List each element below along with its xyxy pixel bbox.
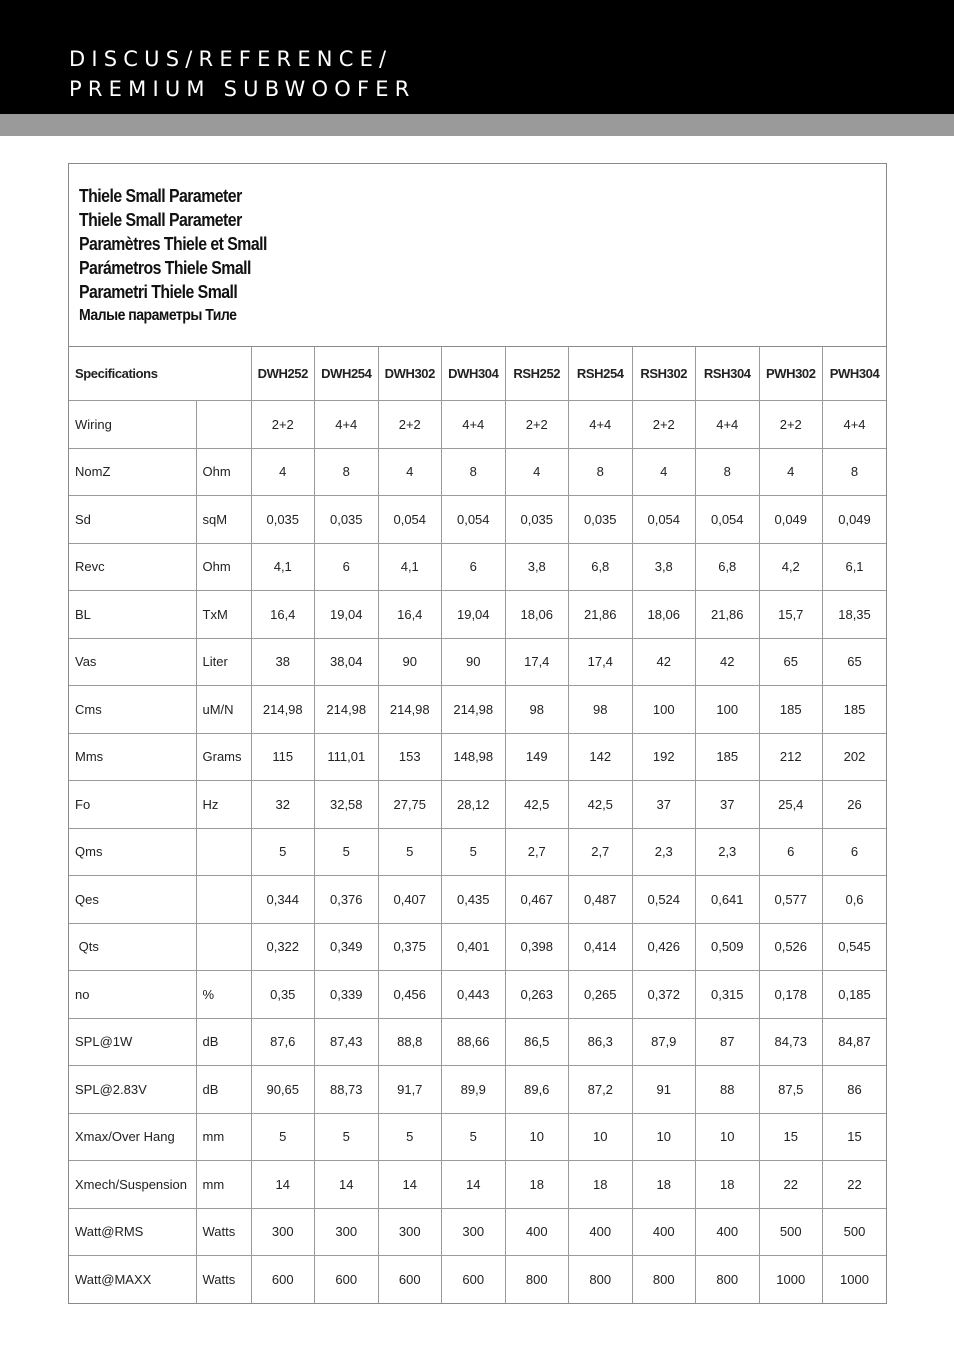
value-cell: 3,8 bbox=[505, 543, 569, 591]
value-cell: 0,054 bbox=[442, 496, 506, 544]
param-name: SPL@1W bbox=[69, 1018, 196, 1066]
value-cell: 8 bbox=[442, 448, 506, 496]
heading-line-en: Thiele Small Parameter bbox=[79, 186, 242, 206]
value-cell: 6 bbox=[759, 828, 823, 876]
value-cell: 91,7 bbox=[378, 1066, 442, 1114]
value-cell: 600 bbox=[251, 1256, 315, 1303]
param-name: Watt@MAXX bbox=[69, 1256, 196, 1303]
value-cell: 300 bbox=[378, 1208, 442, 1256]
value-cell: 14 bbox=[315, 1161, 379, 1209]
value-cell: 0,054 bbox=[378, 496, 442, 544]
value-cell: 192 bbox=[632, 733, 696, 781]
header-bar bbox=[0, 0, 954, 114]
value-cell: 0,049 bbox=[759, 496, 823, 544]
value-cell: 5 bbox=[315, 1113, 379, 1161]
page-title-line-2: PREMIUM SUBWOOFER bbox=[69, 77, 416, 101]
param-name: NomZ bbox=[69, 448, 196, 496]
value-cell: 18 bbox=[696, 1161, 760, 1209]
model-header: DWH304 bbox=[442, 347, 506, 401]
value-cell: 0,315 bbox=[696, 971, 760, 1019]
value-cell: 214,98 bbox=[315, 686, 379, 734]
table-row bbox=[69, 496, 886, 544]
value-cell: 600 bbox=[315, 1256, 379, 1303]
value-cell: 86,5 bbox=[505, 1018, 569, 1066]
value-cell: 0,263 bbox=[505, 971, 569, 1019]
value-cell: 87,9 bbox=[632, 1018, 696, 1066]
value-cell: 5 bbox=[442, 828, 506, 876]
value-cell: 88 bbox=[696, 1066, 760, 1114]
value-cell: 2,3 bbox=[696, 828, 760, 876]
value-cell: 100 bbox=[696, 686, 760, 734]
value-cell: 0,054 bbox=[696, 496, 760, 544]
value-cell: 4,1 bbox=[378, 543, 442, 591]
value-cell: 5 bbox=[378, 1113, 442, 1161]
value-cell: 0,407 bbox=[378, 876, 442, 924]
value-cell: 22 bbox=[823, 1161, 887, 1209]
table-row bbox=[69, 828, 886, 876]
value-cell: 14 bbox=[442, 1161, 506, 1209]
value-cell: 42 bbox=[696, 638, 760, 686]
table-row bbox=[69, 401, 886, 449]
spec-table-body bbox=[69, 347, 886, 1303]
value-cell: 4+4 bbox=[569, 401, 633, 449]
value-cell: 26 bbox=[823, 781, 887, 829]
value-cell: 0,524 bbox=[632, 876, 696, 924]
model-header: RSH304 bbox=[696, 347, 760, 401]
value-cell: 185 bbox=[696, 733, 760, 781]
value-cell: 19,04 bbox=[442, 591, 506, 639]
value-cell: 10 bbox=[696, 1113, 760, 1161]
param-unit: sqM bbox=[196, 496, 251, 544]
value-cell: 600 bbox=[378, 1256, 442, 1303]
value-cell: 0,526 bbox=[759, 923, 823, 971]
value-cell: 0,641 bbox=[696, 876, 760, 924]
param-unit bbox=[196, 401, 251, 449]
param-name: Cms bbox=[69, 686, 196, 734]
model-header: DWH252 bbox=[251, 347, 315, 401]
value-cell: 5 bbox=[378, 828, 442, 876]
value-cell: 5 bbox=[251, 1113, 315, 1161]
table-row bbox=[69, 876, 886, 924]
value-cell: 0,035 bbox=[315, 496, 379, 544]
value-cell: 153 bbox=[378, 733, 442, 781]
value-cell: 15 bbox=[823, 1113, 887, 1161]
value-cell: 22 bbox=[759, 1161, 823, 1209]
value-cell: 89,9 bbox=[442, 1066, 506, 1114]
value-cell: 10 bbox=[569, 1113, 633, 1161]
value-cell: 0,372 bbox=[632, 971, 696, 1019]
value-cell: 90,65 bbox=[251, 1066, 315, 1114]
value-cell: 2,7 bbox=[569, 828, 633, 876]
table-row bbox=[69, 923, 886, 971]
spec-table bbox=[69, 346, 886, 1303]
value-cell: 5 bbox=[315, 828, 379, 876]
value-cell: 2+2 bbox=[759, 401, 823, 449]
table-row bbox=[69, 733, 886, 781]
spec-label: Specifications bbox=[69, 347, 251, 401]
value-cell: 17,4 bbox=[569, 638, 633, 686]
param-name: Revc bbox=[69, 543, 196, 591]
value-cell: 65 bbox=[759, 638, 823, 686]
value-cell: 16,4 bbox=[378, 591, 442, 639]
table-row bbox=[69, 686, 886, 734]
value-cell: 202 bbox=[823, 733, 887, 781]
value-cell: 15,7 bbox=[759, 591, 823, 639]
param-unit bbox=[196, 828, 251, 876]
param-name: Wiring bbox=[69, 401, 196, 449]
parameter-table-frame bbox=[68, 163, 887, 1304]
param-name: Sd bbox=[69, 496, 196, 544]
value-cell: 0,349 bbox=[315, 923, 379, 971]
value-cell: 148,98 bbox=[442, 733, 506, 781]
table-row bbox=[69, 448, 886, 496]
param-unit: Grams bbox=[196, 733, 251, 781]
value-cell: 90 bbox=[378, 638, 442, 686]
value-cell: 4+4 bbox=[696, 401, 760, 449]
model-header: DWH302 bbox=[378, 347, 442, 401]
value-cell: 0,035 bbox=[569, 496, 633, 544]
value-cell: 4+4 bbox=[823, 401, 887, 449]
param-name: Qes bbox=[69, 876, 196, 924]
value-cell: 6,8 bbox=[696, 543, 760, 591]
value-cell: 214,98 bbox=[251, 686, 315, 734]
value-cell: 84,73 bbox=[759, 1018, 823, 1066]
value-cell: 89,6 bbox=[505, 1066, 569, 1114]
value-cell: 86 bbox=[823, 1066, 887, 1114]
param-unit bbox=[196, 876, 251, 924]
value-cell: 2+2 bbox=[505, 401, 569, 449]
value-cell: 300 bbox=[251, 1208, 315, 1256]
value-cell: 2+2 bbox=[632, 401, 696, 449]
param-unit: Watts bbox=[196, 1256, 251, 1303]
value-cell: 2+2 bbox=[378, 401, 442, 449]
value-cell: 2,3 bbox=[632, 828, 696, 876]
value-cell: 2,7 bbox=[505, 828, 569, 876]
value-cell: 0,545 bbox=[823, 923, 887, 971]
value-cell: 10 bbox=[632, 1113, 696, 1161]
param-unit: mm bbox=[196, 1113, 251, 1161]
value-cell: 87,43 bbox=[315, 1018, 379, 1066]
header-accent-bar bbox=[0, 114, 954, 136]
param-unit: Hz bbox=[196, 781, 251, 829]
value-cell: 0,375 bbox=[378, 923, 442, 971]
value-cell: 17,4 bbox=[505, 638, 569, 686]
value-cell: 8 bbox=[315, 448, 379, 496]
value-cell: 0,265 bbox=[569, 971, 633, 1019]
param-name: Vas bbox=[69, 638, 196, 686]
value-cell: 0,185 bbox=[823, 971, 887, 1019]
value-cell: 19,04 bbox=[315, 591, 379, 639]
value-cell: 1000 bbox=[759, 1256, 823, 1303]
value-cell: 500 bbox=[823, 1208, 887, 1256]
value-cell: 4 bbox=[632, 448, 696, 496]
param-name: Qms bbox=[69, 828, 196, 876]
table-row bbox=[69, 1256, 886, 1303]
value-cell: 8 bbox=[696, 448, 760, 496]
page-title bbox=[69, 44, 416, 104]
value-cell: 10 bbox=[505, 1113, 569, 1161]
value-cell: 0,344 bbox=[251, 876, 315, 924]
value-cell: 14 bbox=[378, 1161, 442, 1209]
value-cell: 0,398 bbox=[505, 923, 569, 971]
value-cell: 6,1 bbox=[823, 543, 887, 591]
table-heading bbox=[79, 184, 293, 328]
param-unit: TxM bbox=[196, 591, 251, 639]
value-cell: 300 bbox=[315, 1208, 379, 1256]
value-cell: 5 bbox=[442, 1113, 506, 1161]
value-cell: 1000 bbox=[823, 1256, 887, 1303]
value-cell: 15 bbox=[759, 1113, 823, 1161]
value-cell: 400 bbox=[505, 1208, 569, 1256]
table-row bbox=[69, 543, 886, 591]
value-cell: 86,3 bbox=[569, 1018, 633, 1066]
value-cell: 38 bbox=[251, 638, 315, 686]
value-cell: 4,1 bbox=[251, 543, 315, 591]
value-cell: 0,054 bbox=[632, 496, 696, 544]
value-cell: 28,12 bbox=[442, 781, 506, 829]
value-cell: 185 bbox=[759, 686, 823, 734]
value-cell: 87 bbox=[696, 1018, 760, 1066]
param-name: Qts bbox=[69, 923, 196, 971]
param-name: SPL@2.83V bbox=[69, 1066, 196, 1114]
param-name: Xmech/Suspension bbox=[69, 1161, 196, 1209]
param-name: Xmax/Over Hang bbox=[69, 1113, 196, 1161]
model-header: RSH254 bbox=[569, 347, 633, 401]
value-cell: 4+4 bbox=[315, 401, 379, 449]
table-row bbox=[69, 781, 886, 829]
param-unit: Ohm bbox=[196, 543, 251, 591]
value-cell: 18 bbox=[505, 1161, 569, 1209]
value-cell: 4 bbox=[251, 448, 315, 496]
value-cell: 5 bbox=[251, 828, 315, 876]
value-cell: 0,35 bbox=[251, 971, 315, 1019]
value-cell: 18,06 bbox=[505, 591, 569, 639]
value-cell: 0,435 bbox=[442, 876, 506, 924]
value-cell: 18 bbox=[632, 1161, 696, 1209]
value-cell: 0,376 bbox=[315, 876, 379, 924]
value-cell: 87,5 bbox=[759, 1066, 823, 1114]
value-cell: 0,049 bbox=[823, 496, 887, 544]
value-cell: 0,426 bbox=[632, 923, 696, 971]
heading-line-es: Parámetros Thiele Small bbox=[79, 258, 251, 278]
value-cell: 0,178 bbox=[759, 971, 823, 1019]
value-cell: 6 bbox=[823, 828, 887, 876]
param-unit: % bbox=[196, 971, 251, 1019]
value-cell: 115 bbox=[251, 733, 315, 781]
heading-line-ru: Малые параметры Тиле bbox=[79, 307, 237, 324]
param-unit: uM/N bbox=[196, 686, 251, 734]
param-name: BL bbox=[69, 591, 196, 639]
value-cell: 65 bbox=[823, 638, 887, 686]
value-cell: 91 bbox=[632, 1066, 696, 1114]
table-row bbox=[69, 638, 886, 686]
param-unit: Liter bbox=[196, 638, 251, 686]
value-cell: 88,66 bbox=[442, 1018, 506, 1066]
param-unit: Watts bbox=[196, 1208, 251, 1256]
model-header: PWH302 bbox=[759, 347, 823, 401]
value-cell: 4+4 bbox=[442, 401, 506, 449]
value-cell: 4,2 bbox=[759, 543, 823, 591]
value-cell: 185 bbox=[823, 686, 887, 734]
value-cell: 100 bbox=[632, 686, 696, 734]
value-cell: 111,01 bbox=[315, 733, 379, 781]
table-row bbox=[69, 1066, 886, 1114]
value-cell: 400 bbox=[696, 1208, 760, 1256]
value-cell: 4 bbox=[505, 448, 569, 496]
value-cell: 42 bbox=[632, 638, 696, 686]
value-cell: 88,73 bbox=[315, 1066, 379, 1114]
param-name: Fo bbox=[69, 781, 196, 829]
value-cell: 0,467 bbox=[505, 876, 569, 924]
value-cell: 149 bbox=[505, 733, 569, 781]
table-row bbox=[69, 1113, 886, 1161]
value-cell: 98 bbox=[569, 686, 633, 734]
table-row bbox=[69, 1208, 886, 1256]
value-cell: 32,58 bbox=[315, 781, 379, 829]
value-cell: 14 bbox=[251, 1161, 315, 1209]
value-cell: 21,86 bbox=[696, 591, 760, 639]
param-unit: dB bbox=[196, 1066, 251, 1114]
value-cell: 21,86 bbox=[569, 591, 633, 639]
value-cell: 18 bbox=[569, 1161, 633, 1209]
table-row bbox=[69, 971, 886, 1019]
value-cell: 16,4 bbox=[251, 591, 315, 639]
value-cell: 18,35 bbox=[823, 591, 887, 639]
param-unit: Ohm bbox=[196, 448, 251, 496]
value-cell: 3,8 bbox=[632, 543, 696, 591]
value-cell: 4 bbox=[378, 448, 442, 496]
param-unit: dB bbox=[196, 1018, 251, 1066]
value-cell: 42,5 bbox=[505, 781, 569, 829]
value-cell: 8 bbox=[569, 448, 633, 496]
value-cell: 0,6 bbox=[823, 876, 887, 924]
param-name: no bbox=[69, 971, 196, 1019]
value-cell: 42,5 bbox=[569, 781, 633, 829]
value-cell: 6 bbox=[442, 543, 506, 591]
value-cell: 90 bbox=[442, 638, 506, 686]
value-cell: 6,8 bbox=[569, 543, 633, 591]
value-cell: 32 bbox=[251, 781, 315, 829]
value-cell: 25,4 bbox=[759, 781, 823, 829]
table-row bbox=[69, 1161, 886, 1209]
heading-line-fr: Paramètres Thiele et Small bbox=[79, 234, 267, 254]
model-header: RSH252 bbox=[505, 347, 569, 401]
value-cell: 0,339 bbox=[315, 971, 379, 1019]
value-cell: 800 bbox=[696, 1256, 760, 1303]
param-name: Mms bbox=[69, 733, 196, 781]
value-cell: 400 bbox=[569, 1208, 633, 1256]
param-unit: mm bbox=[196, 1161, 251, 1209]
model-header: RSH302 bbox=[632, 347, 696, 401]
value-cell: 8 bbox=[823, 448, 887, 496]
value-cell: 0,487 bbox=[569, 876, 633, 924]
table-row bbox=[69, 1018, 886, 1066]
param-unit bbox=[196, 923, 251, 971]
table-row bbox=[69, 591, 886, 639]
value-cell: 87,2 bbox=[569, 1066, 633, 1114]
value-cell: 800 bbox=[632, 1256, 696, 1303]
value-cell: 2+2 bbox=[251, 401, 315, 449]
value-cell: 0,456 bbox=[378, 971, 442, 1019]
value-cell: 0,401 bbox=[442, 923, 506, 971]
spec-header-row bbox=[69, 347, 886, 401]
value-cell: 0,035 bbox=[251, 496, 315, 544]
value-cell: 4 bbox=[759, 448, 823, 496]
value-cell: 400 bbox=[632, 1208, 696, 1256]
param-name: Watt@RMS bbox=[69, 1208, 196, 1256]
value-cell: 214,98 bbox=[442, 686, 506, 734]
value-cell: 0,414 bbox=[569, 923, 633, 971]
value-cell: 800 bbox=[569, 1256, 633, 1303]
value-cell: 214,98 bbox=[378, 686, 442, 734]
value-cell: 88,8 bbox=[378, 1018, 442, 1066]
value-cell: 0,443 bbox=[442, 971, 506, 1019]
value-cell: 6 bbox=[315, 543, 379, 591]
page-title-line-1: DISCUS/REFERENCE/ bbox=[69, 47, 393, 71]
value-cell: 37 bbox=[696, 781, 760, 829]
value-cell: 0,322 bbox=[251, 923, 315, 971]
value-cell: 0,577 bbox=[759, 876, 823, 924]
value-cell: 37 bbox=[632, 781, 696, 829]
model-header: DWH254 bbox=[315, 347, 379, 401]
value-cell: 212 bbox=[759, 733, 823, 781]
value-cell: 600 bbox=[442, 1256, 506, 1303]
value-cell: 98 bbox=[505, 686, 569, 734]
heading-line-de: Thiele Small Parameter bbox=[79, 210, 242, 230]
value-cell: 300 bbox=[442, 1208, 506, 1256]
model-header: PWH304 bbox=[823, 347, 887, 401]
heading-line-it: Parametri Thiele Small bbox=[79, 282, 238, 302]
value-cell: 87,6 bbox=[251, 1018, 315, 1066]
value-cell: 38,04 bbox=[315, 638, 379, 686]
value-cell: 142 bbox=[569, 733, 633, 781]
value-cell: 500 bbox=[759, 1208, 823, 1256]
value-cell: 800 bbox=[505, 1256, 569, 1303]
value-cell: 0,509 bbox=[696, 923, 760, 971]
value-cell: 0,035 bbox=[505, 496, 569, 544]
value-cell: 27,75 bbox=[378, 781, 442, 829]
value-cell: 84,87 bbox=[823, 1018, 887, 1066]
value-cell: 18,06 bbox=[632, 591, 696, 639]
